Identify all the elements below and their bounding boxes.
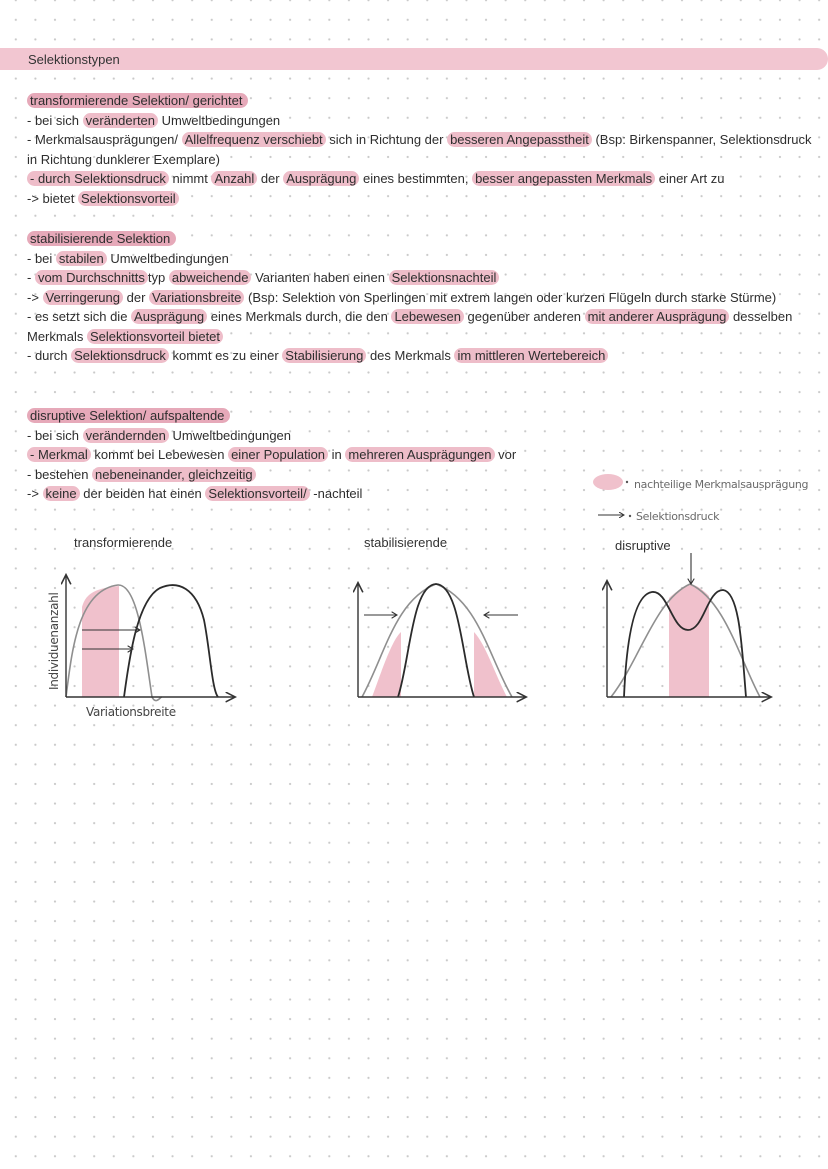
note-text: (Bsp: Selektion von Sperlingen mit extrem langen oder kurzen Flügeln durch starke Stürme) <box>244 289 777 305</box>
note-text: sich in Richtung der <box>325 132 448 147</box>
highlighted-text: besseren Angepasstheit <box>447 132 592 147</box>
highlighted-text: abweichende <box>169 270 252 285</box>
diagram-title-transformierende: transformierende <box>74 535 173 550</box>
page-title: Selektionstypen <box>28 52 120 67</box>
section-heading-text: transformierende Selektion/ gerichtet <box>27 93 248 108</box>
note-text: kommt bei Lebewesen <box>90 447 229 462</box>
highlighted-text: - Merkmal <box>27 447 91 462</box>
note-text: -> <box>27 289 43 305</box>
note-text: desselben Merkmals <box>27 309 793 344</box>
note-text: einer Art zu <box>655 171 725 186</box>
curve-after-selection <box>398 584 474 697</box>
section-heading-text: stabilisierende Selektion <box>27 231 176 246</box>
legend-blob-label: nachteilige Merkmalsausprägung <box>634 478 809 491</box>
note-text: nimmt <box>168 171 212 186</box>
note-text: (Bsp: Birkenspanner, Selektionsdruck in Richtung dunklerer Exemplare) <box>27 132 812 167</box>
note-text: vor <box>494 447 517 462</box>
note-text: typ <box>147 270 169 285</box>
note-text: Umweltbedingungen <box>106 250 229 266</box>
highlighted-text: mit anderer Ausprägung <box>585 309 730 324</box>
highlighted-text: Selektionsvorteil bietet <box>87 329 223 344</box>
x-axis-label: Variationsbreite <box>86 705 176 719</box>
highlighted-text: Lebewesen <box>391 309 464 324</box>
highlighted-text: - durch Selektionsdruck <box>27 171 169 186</box>
note-text: des Merkmals <box>366 348 455 363</box>
note-text: -> bietet <box>27 190 78 206</box>
note-text: - bei <box>27 250 56 266</box>
highlighted-text: Selektionsnachteil <box>389 270 500 285</box>
note-text: - bestehen <box>27 466 93 482</box>
note-text: der beiden hat einen <box>79 486 206 501</box>
highlighted-text: verändernden <box>83 428 169 443</box>
diagram-title-disruptive: disruptive <box>615 538 671 553</box>
highlighted-text: vom Durchschnitts <box>35 270 148 285</box>
highlighted-text: Selektionsdruck <box>71 348 169 363</box>
note-text: Varianten haben einen <box>251 270 389 285</box>
note-text: der <box>123 289 150 305</box>
highlighted-text: Allelfrequenz verschiebt <box>182 132 326 147</box>
diagram-stabilisierende <box>358 584 525 697</box>
shaded-disadvantage-area <box>82 586 119 697</box>
note-text: - <box>27 270 35 285</box>
note-text: - bei sich <box>27 427 83 443</box>
diagram-disruptive <box>607 553 770 697</box>
note-text: gegenüber anderen <box>463 309 585 324</box>
curve-after-selection <box>124 585 218 697</box>
highlighted-text: Stabilisierung <box>282 348 366 363</box>
note-text: kommt es zu einer <box>168 348 283 363</box>
y-axis-label: Individuenanzahl <box>47 592 61 690</box>
shaded-disadvantage-area <box>669 584 709 697</box>
highlighted-text: Ausprägung <box>283 171 359 186</box>
legend-arrow-label: Selektionsdruck <box>636 510 720 523</box>
highlighted-text: Selektionsvorteil <box>78 191 179 206</box>
note-text: - durch <box>27 348 72 363</box>
highlighted-text: nebeneinander, gleichzeitig <box>92 467 256 482</box>
legend <box>593 474 808 523</box>
highlighted-text: Variationsbreite <box>149 290 244 305</box>
note-text: eines Merkmals durch, die den <box>207 309 392 324</box>
highlighted-text: stabilen <box>56 251 107 266</box>
note-text: -> <box>27 486 43 501</box>
note-text: - bei sich <box>27 112 83 128</box>
highlighted-text: Verringerung <box>43 290 123 305</box>
note-text: Umweltbedingungen <box>158 112 281 128</box>
highlighted-text: Ausprägung <box>131 309 207 324</box>
diagram-transformierende <box>47 576 234 719</box>
note-text: -nachteil <box>309 486 363 501</box>
highlighted-text: veränderten <box>83 113 158 128</box>
highlighted-text: Anzahl <box>211 171 257 186</box>
note-text: Umweltbedingungen <box>168 427 292 443</box>
note-text: - Merkmalsausprägungen/ <box>27 132 182 147</box>
highlighted-text: mehreren Ausprägungen <box>345 447 494 462</box>
shaded-disadvantage-area <box>474 632 507 697</box>
highlighted-text: im mittleren Wertebereich <box>454 348 608 363</box>
highlighted-text: besser angepassten Merkmals <box>472 171 655 186</box>
highlighted-text: keine <box>43 486 80 501</box>
highlighted-text: einer Population <box>228 447 328 462</box>
highlighted-text: Selektionsvorteil/ <box>205 486 309 501</box>
note-text: eines bestimmten, <box>359 171 473 186</box>
diagram-title-stabilisierende: stabilisierende <box>364 535 448 550</box>
section-heading-text: disruptive Selektion/ aufspaltende <box>27 408 230 423</box>
note-text: in <box>328 447 346 462</box>
legend-shading-swatch <box>593 474 623 490</box>
note-text: der <box>257 171 284 186</box>
note-text: - es setzt sich die <box>27 309 132 324</box>
